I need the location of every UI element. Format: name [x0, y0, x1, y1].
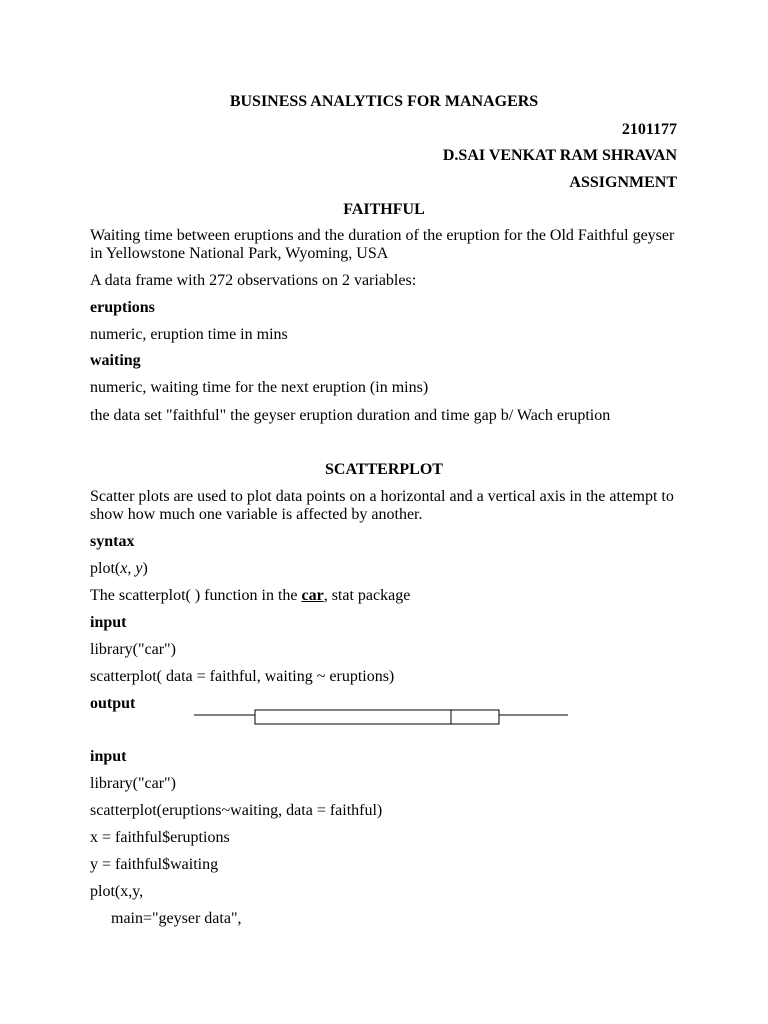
faithful-description: Waiting time between eruptions and the duration of the eruption for the Old Faithful geyser in Yellowstone National Park, Wyoming, USA: [90, 227, 675, 262]
assignment-label: ASSIGNMENT: [569, 174, 677, 191]
var-eruptions-desc: numeric, eruption time in mins: [90, 326, 288, 343]
dataset-summary: the data set "faithful" the geyser eruption duration and time gap b/ Wach eruption: [90, 407, 611, 424]
frame-info: A data frame with 272 observations on 2 variables:: [90, 272, 417, 289]
scatterplot-heading: SCATTERPLOT: [325, 461, 443, 478]
package-post: , stat package: [323, 587, 411, 604]
syntax-comma: ,: [127, 560, 136, 577]
syntax-x: x: [120, 560, 128, 577]
boxplot-box: [255, 710, 499, 724]
syntax-close: ): [142, 560, 148, 577]
code2-line4: y = faithful$waiting: [90, 856, 219, 873]
syntax-label: syntax: [90, 533, 135, 550]
syntax-code: [90, 560, 148, 578]
faithful-heading: FAITHFUL: [343, 201, 425, 218]
var-eruptions-name: eruptions: [90, 299, 155, 316]
code2-line5: plot(x,y,: [90, 883, 144, 900]
boxplot-figure: [190, 706, 575, 730]
input-label: input: [90, 614, 127, 631]
code2-line3: x = faithful$eruptions: [90, 829, 230, 846]
scatterplot-description: Scatter plots are used to plot data points on a horizontal and a vertical axis in the attempt to show how much one variable is affected by another.: [90, 488, 674, 523]
var-waiting-desc: numeric, waiting time for the next eruption (in mins): [90, 379, 429, 396]
package-name: car: [301, 587, 324, 604]
code2-line6: main="geyser data",: [111, 910, 242, 927]
code1-line1: library("car"): [90, 641, 176, 658]
package-line: [90, 587, 410, 605]
output-label: output: [90, 695, 136, 712]
syntax-plot: plot(: [90, 560, 121, 577]
code1-line2: scatterplot( data = faithful, waiting ~ eruptions): [90, 668, 395, 685]
author-name: D.SAI VENKAT RAM SHRAVAN: [442, 147, 677, 164]
code2-line1: library("car"): [90, 775, 176, 792]
roll-number: 2101177: [621, 121, 677, 138]
document-title: BUSINESS ANALYTICS FOR MANAGERS: [229, 93, 539, 110]
code2-line2: scatterplot(eruptions~waiting, data = faithful): [90, 802, 383, 819]
package-pre: The scatterplot( ) function in the: [90, 587, 302, 604]
input2-label: input: [90, 748, 127, 765]
var-waiting-name: waiting: [90, 352, 141, 369]
syntax-y: y: [135, 560, 143, 577]
